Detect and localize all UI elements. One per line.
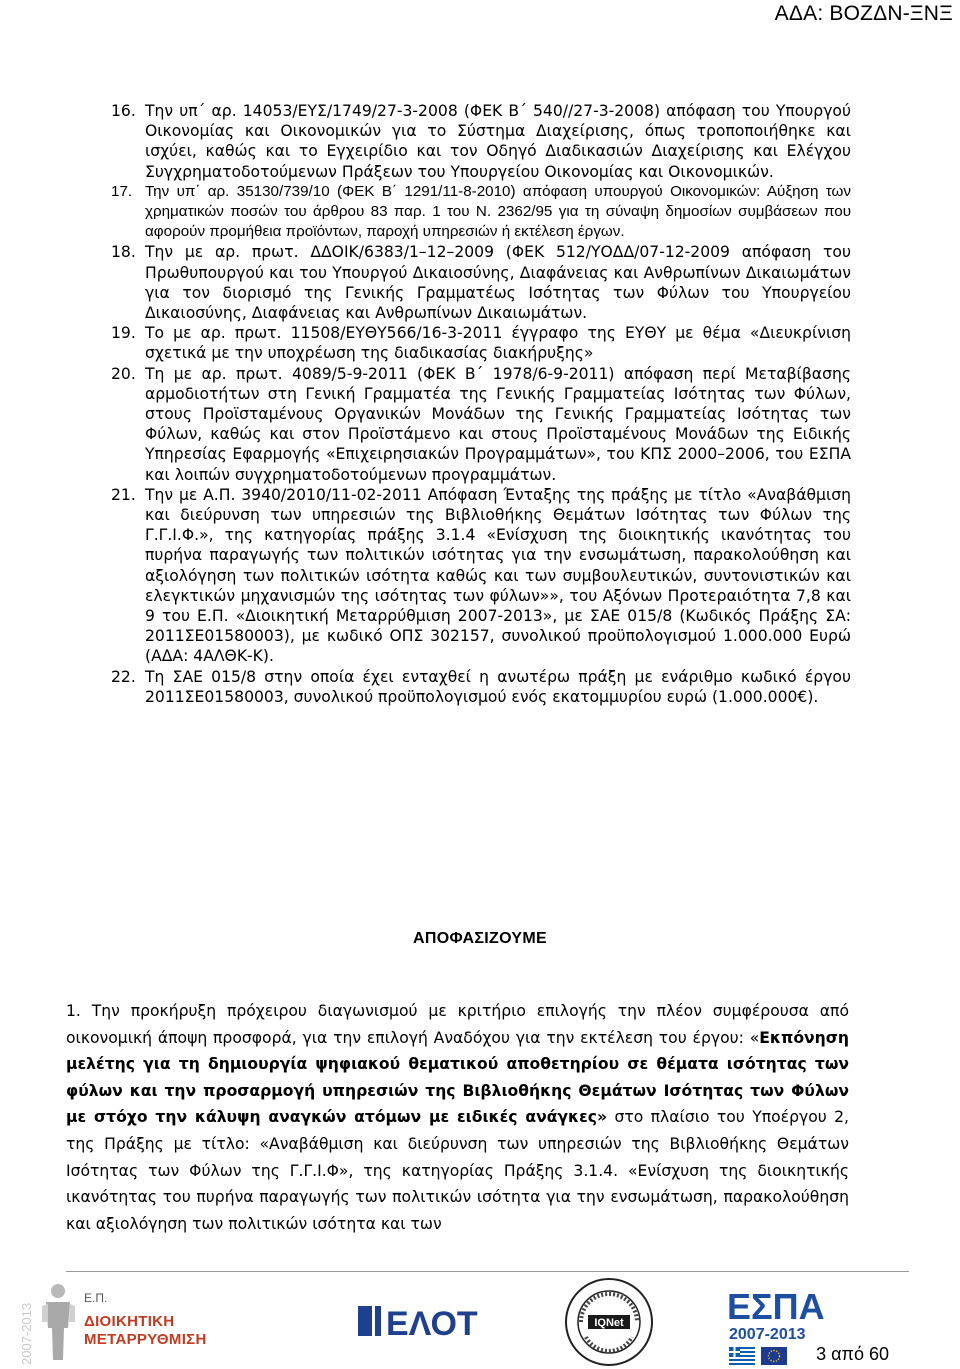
item-number: 22. xyxy=(111,667,136,686)
item-text: Την με Α.Π. 3940/2010/11-02-2011 Απόφαση Ένταξης της πράξης με τίτλο «Αναβάθμιση και διεύρυνση των υπηρεσιών της Βιβλιοθήκης Θεμάτων Ισότητας των Φύλων της Γ.Γ.Ι.Φ.», της κατηγορίας πράξης 3.1.4 «Ενίσχυση της διοικητικής ικανότητας του πυρήνα παραγωγής των πολιτικών ισότητας για την ενσωμάτωση, παρακολούθηση και αξιολόγηση των πολιτικών ισότητα καθώς και των συμβουλευτικών, συντονιστικών και ελεγκτικών μηχανισμών της ισότητας των φύλων»», του Αξόνων Προτεραιότητα 7,8 και 9 του Ε.Π. «Διοικητική Μεταρρύθμιση 2007-2013», με ΣΑΕ 015/8 (Κωδικός Πράξης ΣΑ: 2011ΣΕ01580003), με κωδικό ΟΠΣ 302157, συνολικού προϋπολογισμού 1.000.000 Ευρώ (ΑΔΑ: 4ΑΛΘΚ-Κ). xyxy=(145,485,851,666)
paragraph-rest: στο πλαίσιο του Υποέργου 2, της Πράξης με τίτλο: «Αναβάθμιση και διεύρυνση των υπηρεσιών της Βιβλιοθήκης Θεμάτων Ισότητας των Φύλων της Γ.Γ.Ι.Φ», της κατηγορίας Πράξης 3.1.4. «Ενίσχυση της διοικητικής ικανότητας του πυρήνα παραγωγής των πολιτικών ισότητα για την ενσωμάτωση, παρακολούθηση και αξιολόγηση των πολιτικών ισότητα και των xyxy=(66,1108,849,1233)
footer-divider xyxy=(66,1271,909,1272)
ep-abbr: Ε.Π. xyxy=(84,1291,108,1305)
paragraph-intro: 1. Την προκήρυξη πρόχειρου διαγωνισμού με κριτήριο επιλογής την πλέον συμφέρουσα από οικονομική άποψη προσφορά, για την επιλογή Αναδόχου για την εκτέλεση του έργου: « xyxy=(66,1002,849,1047)
item-number: 19. xyxy=(111,324,136,343)
paragraph-project-title: Εκπόνηση μελέτης για τη δημιουργία ψηφιακού θεματικού αποθετηρίου σε θέματα ισότητας των φύλων και την προσαρμογή υπηρεσιών της Βιβλιοθήκης Θεμάτων Ισότητας των Φύλων με στόχο την κάλυψη αναγκών ατόμων με ειδικές ανάγκες» xyxy=(66,1028,849,1127)
ep-title-line2: ΜΕΤΑΡΡΥΘΜΙΣΗ xyxy=(84,1331,207,1348)
ep-years-vertical xyxy=(16,1281,38,1367)
iqnet-seal-icon xyxy=(564,1277,654,1367)
greece-flag-icon xyxy=(729,1347,755,1365)
page-number: 3 από 60 xyxy=(816,1344,889,1364)
list-item xyxy=(111,667,851,707)
list-item xyxy=(111,364,851,485)
iqnet-text: IQNet xyxy=(594,1317,624,1329)
espa-years-text: 2007-2013 xyxy=(729,1326,806,1343)
item-number: 18. xyxy=(111,243,136,262)
list-item xyxy=(111,485,851,667)
considerations-list xyxy=(111,101,851,707)
item-text: Το με αρ. πρωτ. 11508/ΕΥΘΥ566/16-3-2011 έγγραφο της ΕΥΘΥ με θέμα «Διευκρίνιση σχετικά με την υποχρέωση της διαδικασίας διακήρυξης» xyxy=(145,324,851,363)
decision-paragraph xyxy=(66,998,849,1237)
item-text: Την με αρ. πρωτ. ΔΔΟΙΚ/6383/1–12–2009 (ΦΕΚ 512/ΥΟΔΔ/07-12-2009 απόφαση του Πρωθυπουργού και του Υπουργού Δικαιοσύνης, Διαφάνειας και Ανθρωπίνων Δικαιωμάτων για τον διορισμό της Γενικής Γραμματέως Ισότητας των Φύλων του Υπουργείου Δικαιοσύνης, Διαφάνειας και Ανθρωπίνων Δικαιωμάτων. xyxy=(145,243,851,323)
item-text: Την υπ΄ αρ. 14053/ΕΥΣ/1749/27-3-2008 (ΦΕΚ Β΄ 540//27-3-2008) απόφαση του Υπουργού Οικονομίας και Οικονομικών για το Σύστημα Διαχείρισης, όπως τροποποιήθηκε και ισχύει, καθώς και το Εγχειρίδιο και τον Οδηγό Διαδικασιών Διαχείρισης και Ελέγχου Συγχρηματοδοτούμενων Πράξεων του Υπουργείου Οικονομίας και Οικονομικών. xyxy=(145,102,851,181)
item-number: 20. xyxy=(111,364,136,383)
list-item xyxy=(111,101,851,182)
item-text: Τη ΣΑΕ 015/8 στην οποία έχει ενταχθεί η ανωτέρω πράξη με ενάριθμο κωδικό έργου 2011ΣΕ01580003, συνολικού προϋπολογισμού ενός εκατομμυρίου ευρώ (1.000.000€). xyxy=(145,667,851,706)
item-text: Τη με αρ. πρωτ. 4089/5-9-2011 (ΦΕΚ Β΄ 1978/6-9-2011) απόφαση περί Μεταβίβασης αρμοδιοτήτων στη Γενική Γραμματέα της Γενικής Γραμματείας Ισότητας των Φύλων, στους Προϊσταμένους Οργανικών Μονάδων της Γενικής Γραμματείας Ισότητας των Φύλων, καθώς και στον Προϊστάμενο και στους Προϊσταμένους Μονάδων της Ειδικής Υπηρεσίας Εφαρμογής «Επιχειρησιακών Προγραμμάτων», του ΚΠΣ 2000–2006, του ΕΣΠΑ και λοιπών συγχρηματοδοτούμενων προγραμμάτων. xyxy=(145,364,851,484)
item-number: 21. xyxy=(111,485,136,504)
item-text: Την υπ΄ αρ. 35130/739/10 (ΦΕΚ Β΄ 1291/11-8-2010) απόφαση υπουργού Οικονομικών: Αύξηση των χρηματικών ποσών του άρθρου 83 παρ. 1 του Ν. 2362/95 για τη σύναψη δημοσίων συμβάσεων που αφορούν προμήθεια προϊόντων, παροχή υπηρεσιών ή εκτέλεση έργων. xyxy=(145,182,851,241)
item-number: 16. xyxy=(111,102,136,120)
elot-logo-text: ΕΛΟΤ xyxy=(386,1305,478,1342)
decision-heading: ΑΠΟΦΑΣΙΖΟΥΜΕ xyxy=(413,930,547,947)
ep-person-icon xyxy=(38,1282,78,1362)
ep-title-line1: ΔΙΟΙΚΗΤΙΚΗ xyxy=(84,1313,175,1330)
item-number: 17. xyxy=(111,182,133,200)
list-item xyxy=(111,242,851,323)
elot-logo xyxy=(358,1300,498,1342)
eu-flag-icon xyxy=(761,1347,787,1365)
list-item xyxy=(111,323,851,363)
list-item xyxy=(111,182,851,243)
ada-code: ΑΔΑ: ΒΟΖΔΝ-ΞΝΞ xyxy=(774,2,953,25)
ep-years-text: 2007-2013 xyxy=(19,1302,34,1365)
espa-logo-text: ΕΣΠΑ xyxy=(727,1286,825,1327)
